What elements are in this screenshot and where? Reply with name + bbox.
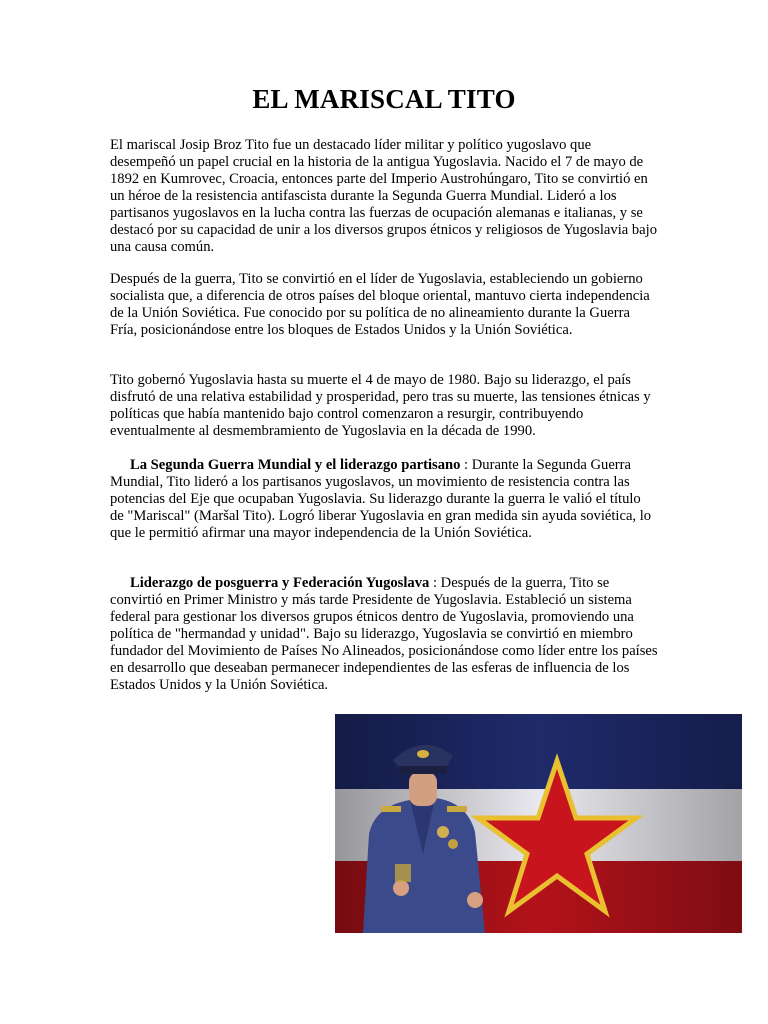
paragraph-intro: El mariscal Josip Broz Tito fue un destacado líder militar y político yugoslavo que desempeñó un papel crucial en la historia de la antigua Yugoslavia. Nacido el 7 de mayo de 1892 en Kumrovec, Croacia, entonces parte del Imperio Austrohúngaro, Tito se convirtió en un héroe de la resistencia antifascista durante la Segunda Guerra Mundial. Lideró a los partisanos yugoslavos en la lucha contra las fuerzas de ocupación alemanas e italianas, y se destacó por su capacidad de unir a los diversos grupos étnicos y religiosos de Yugoslavia bajo una causa común. bbox=[110, 137, 658, 255]
paragraph-postwar: Después de la guerra, Tito se convirtió en el líder de Yugoslavia, estableciendo un gobierno socialista que, a diferencia de otros países del bloque oriental, mantuvo cierta independencia de la Unión Soviética. Fue conocido por su política de no alineamiento durante la Guerra Fría, posicionándose entre los bloques de Estados Unidos y la Unión Soviética. bbox=[110, 271, 650, 338]
bullet-item-ww2 bbox=[110, 457, 658, 542]
tito-flag-photo bbox=[335, 714, 742, 933]
bullet-text: : Después de la guerra, Tito se convirtió en Primer Ministro y más tarde Presidente de Yugoslavia. Estableció un sistema federal para gestionar los diversos grupos étnicos dentro de Yugoslavia, promoviendo una política de "hermandad y unidad". Bajo su liderazgo, Yugoslavia se convirtió en miembro fundador del Movimiento de Países No Alineados, posicionándose como líder entre los países en desarrollo que deseaban permanecer independientes de las esferas de influencia de los Estados Unidos y la Unión Soviética. bbox=[110, 575, 658, 693]
bullet-item-postwar bbox=[110, 575, 658, 694]
bullet-heading: Liderazgo de posguerra y Federación Yugoslava bbox=[130, 575, 430, 591]
bullet-text: : Durante la Segunda Guerra Mundial, Tito lideró a los partisanos yugoslavos, un movimiento de resistencia contra las potencias del Eje que ocupaban Yugoslavia. Su liderazgo durante la guerra le valió el título de "Mariscal" (Maršal Tito). Logró liberar Yugoslavia en gran medida sin ayuda soviética, lo que le permitió afirmar una mayor independencia de la Unión Soviética. bbox=[110, 457, 652, 541]
bullet-heading: La Segunda Guerra Mundial y el liderazgo partisano bbox=[130, 457, 461, 473]
yugoslav-flag-illustration bbox=[335, 714, 742, 933]
page-title: EL MARISCAL TITO bbox=[252, 84, 516, 114]
paragraph-government: Tito gobernó Yugoslavia hasta su muerte el 4 de mayo de 1980. Bajo su liderazgo, el país disfrutó de una relativa estabilidad y prosperidad, pero tras su muerte, las tensiones étnicas y políticas que había mantenido bajo control comenzaron a resurgir, contribuyendo eventualmente al desmembramiento de Yugoslavia en la década de 1990. bbox=[110, 372, 651, 439]
